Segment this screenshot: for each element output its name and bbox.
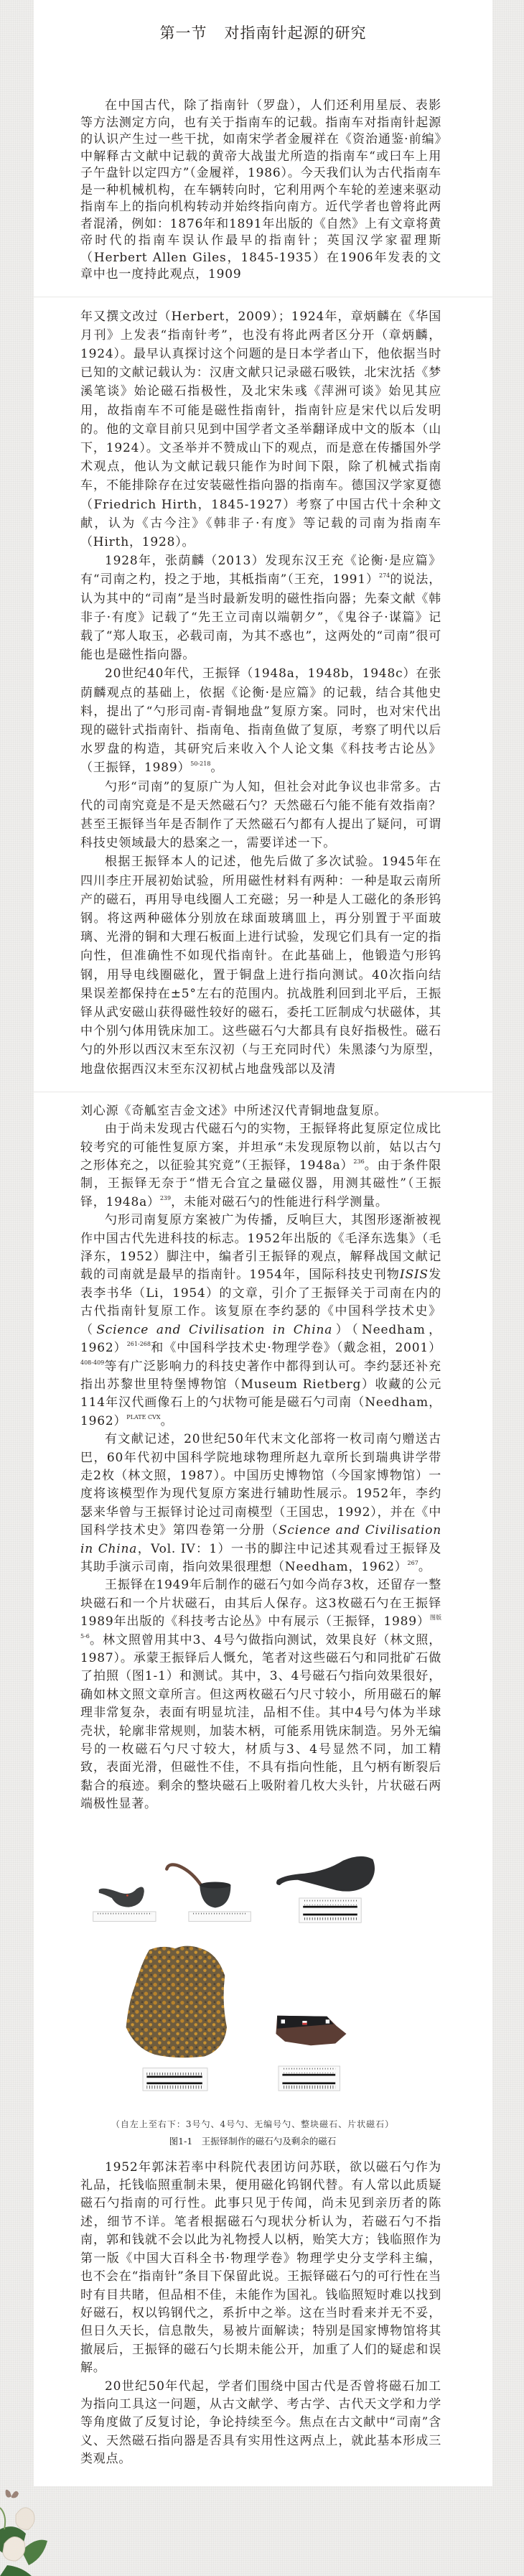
text-run: 。林文照曾用其中3、4号勺做指向测试，效果良好（林文照，1987）。承蒙王振铎后人慨允，笔者对这些磁石勺和同批矿石做了拍照（图1-1）和测试。其中，3、4号磁石勺指向效果很好，确如林文照文章所言。但这两枚磁石勺尺寸较小，所用磁石的解理非常复杂，表面有明显坑洼，品相不佳。其中4号勺体为半球壳状，轮廓非常规则，加装木柄，可能系用铣床制造。另外无编号的一枚磁石勺尺寸较大，材质与3、4号显然不同，加工精致，表面光滑，但磁性不佳，不具有指向性能，且勺柄有断裂后黏合的痕迹。剩余的整块磁石上吸附着几枚大头针，片状磁石两端极性显著。: [80, 1632, 441, 1812]
paragraph: [80, 2159, 441, 2378]
citation-page-superscript: 261-268: [126, 1341, 151, 1348]
text-run: 1928年，张荫麟（2013）发现东汉王充《论衡·是应篇》有“司南之杓，投之于地，其柢指南”（王充，1991）: [80, 554, 441, 587]
spoon-3-photo: [99, 1887, 144, 1907]
text-run: 。: [418, 1559, 431, 1574]
scale-ruler: [143, 2068, 207, 2091]
scale-ruler: [279, 2066, 340, 2091]
text-run: 20世纪50年代起，学者们围绕中国古代是否曾将磁石加工为指向工具这一问题，从古文献学、考古学、古代天文学和力学等角度做了反复讨论，争论持续至今。焦点在古文献中“司南”含义、天然磁石指向器是否具有实用性这两点上，就此基本形成三类观点。: [80, 2379, 441, 2467]
italic-title: ISIS: [399, 1268, 429, 1283]
citation-page-superscript: 239: [159, 1194, 172, 1201]
figure-subcaption: （自左上至右下：3号勺、4号勺、无编号勺、整块磁石、片状磁石）: [111, 2119, 395, 2129]
italic-title: Science and Civilisation in China: [80, 1523, 442, 1556]
citation-page-superscript: 50-218: [190, 761, 211, 768]
scale-ruler: [93, 1912, 156, 1922]
scale-ruler: [189, 1912, 251, 1922]
text-run: 根据王振铎本人的记述，他先后做了多次试验。1945年在四川李庄开展初始试验，所用磁性材料有两种：一种是取云南所产的磁石，再用导电线圈人工充磁；另一种是人工磁化的条形钨钢。将这两种磁体分别放在球面玻璃皿上，再分别置于平面玻璃、光滑的铜和大理石板面上进行试验，发现它们具有一定的指向性，但准确性不如现代指南针。在此基础上，他锻造勺形钨钢，用导电线圈磁化，置于铜盘上进行指向测试。40次指向结果误差都保持在±5°左右的范围内。抗战胜利回到北平后，王振铎从武安磁山获得磁性较好的磁石，委托工匠制成勺状磁体，其中个别勺体用铣床加工。这些磁石勺大都具有良好指极性。磁石勺的外形以西汉末至东汉初（与王充同时代）朱黑漆勺为原型，地盘依据西汉末至东汉初栻占地盘残部以及清: [80, 855, 441, 1077]
figure-1-1: [72, 1836, 474, 2149]
text-run: ）（Needham，1962）: [80, 1322, 441, 1356]
whole-lodestone-photo: [126, 1945, 227, 2057]
citation-page-superscript: 408-409: [80, 1359, 105, 1366]
magnolia-flower-decoration: [0, 2486, 57, 2576]
paragraph: [80, 778, 441, 853]
flat-lodestone-photo: [276, 2015, 346, 2045]
italic-title: Science and Civilisation in China: [96, 1322, 333, 1337]
paragraph: [80, 1102, 441, 1120]
text-run: 发表李书华（Li，1954）的文章，引介了王振铎关于司南在内的古代指南针复原工作。该复原在李约瑟的《中国科学技术史》（: [80, 1268, 441, 1337]
body-text-page-2: [80, 307, 441, 1079]
text-run: 和《中国科学技术史·物理学卷》（戴念祖，2001）: [150, 1341, 442, 1356]
scale-ruler: [299, 1898, 361, 1922]
section-heading: 对指南针起源的研究: [224, 24, 367, 42]
paragraph: [80, 1431, 441, 1576]
butterfly-icon: [6, 2489, 19, 2498]
paragraph: [80, 552, 441, 664]
spoon-4-photo: [167, 1864, 230, 1907]
text-run: 。: [210, 761, 224, 776]
paragraph: [80, 98, 441, 284]
text-run: 年又撰文改过（Herbert，2009）；1924年，章炳麟在《华国月刊》上发表“指南针考”，也没有将此两者区分开（章炳麟，1924）。最早认真探讨这个问题的是日本学者山下，他依据当时已知的文献记载认为：汉唐文献只记录磁石吸铁，北宋沈括《梦溪笔谈》始论磁石指极性，及北宋朱彧《萍洲可谈》始见其应用，故指南车不可能是磁性指南针，指南针应是宋代以后发明的。他的文章目前只见到中国学者文圣举翻译成中文的版本（山下，1924）。文圣举并不赞成山下的观点，而是意在传播国外学术观点，他认为文献记载只能作为时间下限，除了机械式指南车，不能排除存在过安装磁性指向器的指南车。德国汉学家夏德（Friedrich Hirth，1845-1927）考察了中国古代十余种文献，认为《古今注》《韩非子·有度》等记载的司南为指南车（Hirth，1928）。: [80, 309, 441, 549]
citation-page-superscript: 图版5-6: [80, 1614, 442, 1640]
text-run: 的说法，认为其中的“司南”是当时最新发明的磁性指向器；先秦文献《韩非子·有度》记载了“先王立司南以端朝夕”，《鬼谷子·谋篇》记载了“郑人取玉，必载司南，为其不惑也”，这两处的“司南”很可能也是磁性指向器。: [80, 572, 441, 663]
body-text-page-3: [80, 1102, 441, 1814]
text-run: 。由于条件限制，王振铎无奈于“惜无合宜之量磁仪器，用测其磁性”（王振铎，1948a）: [80, 1158, 441, 1209]
citation-page-superscript: PLATE CVX: [126, 1413, 161, 1420]
text-run: 1952年郭沫若率中科院代表团访问苏联，欲以磁石勺作为礼品，托钱临照重制未果，便用磁化钨钢代替。有人常以此质疑磁石勺指南的可行性。此事只见于传闻，尚未见到亲历者的陈述，细节不详。笔者根据磁石勺现状分析认为，若磁石勺不指南，郭和钱就不会以此为礼物授人以柄，贻笑大方；钱临照作为第一版《中国大百科全书·物理学卷》物理学史分支学科主编，也不会在“指南针”条目下保留此说。王振铎磁石勺的可行性在当时有目共睹，但品相不佳，未能作为国礼。钱临照短时难以找到好磁石，权以钨钢代之，系折中之举。这在当时看来并无不妥，但日久天长，信息散失，易被片面解读；特别是国家博物馆将其撤展后，王振铎的磁石勺长期未能公开，加重了人们的疑虑和误解。: [80, 2159, 441, 2376]
figure-caption: 图1-1 王振铎制作的磁石勺及剩余的磁石: [169, 2135, 337, 2147]
text-run: 勺形司南复原方案被广为传播，反响巨大，其图形逐渐被视作中国古代先进科技的标志。1952年出版的《毛泽东选集》（毛泽东，1952）脚注中，编者引王振铎的观点，解释战国文献记载的司南就是最早的指南针。1954年，国际科技史刊物: [80, 1213, 441, 1283]
citation-page-superscript: 274: [378, 572, 390, 580]
text-run: 王振铎在1949年后制作的磁石勺如今尚存3枚，还留存一整块磁石和一个片状磁石，由其后人保存。这3枚磁石勺在王振铎1989年出版的《科技考古论丛》中有展示（王振铎，1989）: [80, 1578, 441, 1629]
paragraph: [80, 1212, 441, 1431]
text-run: 。: [160, 1413, 174, 1428]
text-run: 勺形“司南”的复原广为人知，但社会对此争议也非常多。古代的司南究竟是不是天然磁石勺？天然磁石勺能不能有效指南？甚至王振铎当年是否制作了天然磁石勺都有人提出了疑问，可谓科技史领域最大的悬案之一，需要详述一下。: [80, 779, 441, 851]
text-run: 20世纪40年代，王振铎（1948a，1948b，1948c）在张荫麟观点的基础上，依据《论衡·是应篇》的记载，结合其他史料，提出了“勺形司南-青铜地盘”复原方案。同时，也对宋代出现的磁针式指南针、指南龟、指南鱼做了复原，考察了明代以后水罗盘的构造，其研究后来收入个人论文集《科技考古论丛》（王振铎，1989）: [80, 666, 441, 776]
paragraph: [80, 1576, 441, 1813]
text-run: 在中国古代，除了指南针（罗盘），人们还利用星辰、表影等方法测定方向，也有关于指南车的记载。指南车对指南针起源的认识产生过一些干扰，如南宋学者金履祥在《资治通鉴·前编》中解释古文献中记载的黄帝大战蚩尤所造的指南车“或曰车上用子午盘针以定四方”（金履祥，1986）。今天我们认为古代指南车是一种机械机构，在车辆转向时，它利用两个车轮的差速来驱动指南车上的指向机构转动并始终指向南方。近代学者也曾将此两者混淆，例如：1876年和1891年出版的《自然》上有文章将黄帝时代的指南车误认作最早的指南针；英国汉学家翟理斯（Herbert Allen Giles，1845-1935）在1906年发表的文章中也一度持此观点，1909: [80, 98, 441, 282]
text-run: 有文献记述，20世纪50年代末文化部将一枚司南勺赠送古巴，60年代初中国科学院地球物理所赵九章所长到瑞典讲学带走2枚（林文照，1987）。中国历史博物馆（今国家博物馆）一度将该模型作为现代复原方案进行辅助性展示。1952年，李约瑟来华曾与王振铎讨论过司南模型（王国忠，1992），并在《中国科学技术史》第四卷第一分册（: [80, 1432, 441, 1538]
body-text-page-3-continued: [80, 2159, 441, 2469]
paragraph: [80, 852, 441, 1078]
citation-page-superscript: 236: [353, 1158, 365, 1166]
section-number: 第一节: [159, 24, 207, 42]
section-title: [34, 23, 492, 43]
citation-page-superscript: 267: [407, 1559, 418, 1566]
body-text-page-1: [80, 98, 441, 284]
figure-photos: [72, 1836, 434, 2116]
book-page: [34, 0, 492, 2486]
text-run: 刘心源《奇觚室吉金文述》中所述汉代青铜地盘复原。: [80, 1103, 388, 1118]
paragraph: [80, 664, 441, 777]
text-run: 由于尚未发现古代磁石勺的实物，王振铎将此复原定位成比较考究的可能性复原方案，并坦承“未发现原物以前，姑以古勺之形体充之，以征验其究竟”（王振铎，1948a）: [80, 1122, 441, 1173]
paragraph: [80, 307, 441, 552]
text-run: ，Vol. IV：1）一书的脚注中记述其观看过王振铎及其助手演示司南，指向效果很理想（Needham，1962）: [80, 1541, 442, 1574]
unnumbered-spoon-photo: [276, 1856, 375, 1892]
text-run: ，未能对磁石勺的性能进行科学测量。: [171, 1194, 388, 1209]
text-run: 等有广泛影响力的科技史著作中都得到认可。李约瑟还补充指出苏黎世里特堡博物馆（Museum Rietberg）收藏的公元114年汉代画像石上的勺状物可能是磁石勺司南（Needham，1962）: [80, 1359, 441, 1428]
paragraph: [80, 2378, 441, 2469]
paragraph: [80, 1120, 441, 1212]
